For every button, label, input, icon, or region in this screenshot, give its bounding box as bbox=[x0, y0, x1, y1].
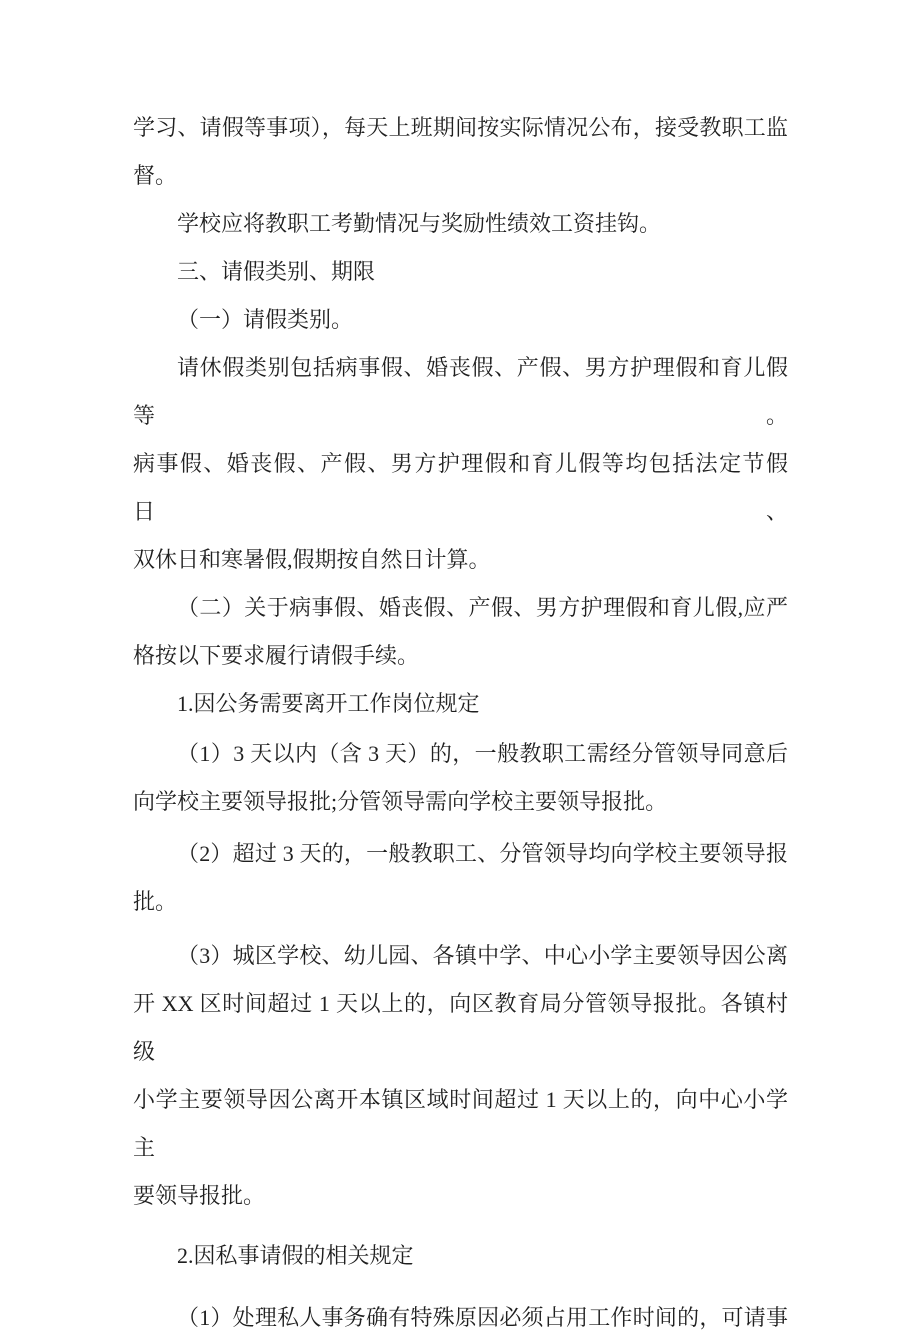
document-line: （2）超过 3 天的，一般教职工、分管领导均向学校主要领导报 bbox=[177, 841, 788, 866]
document-body bbox=[133, 104, 788, 1342]
document-line: 双休日和寒暑假,假期按自然日计算。 bbox=[133, 547, 491, 572]
document-line: 小学主要领导因公离开本镇区域时间超过 1 天以上的，向中心小学主 bbox=[133, 1087, 788, 1160]
document-line: 督。 bbox=[133, 163, 178, 188]
document-line: （1）3 天以内（含 3 天）的，一般教职工需经分管领导同意后 bbox=[177, 741, 788, 766]
document-line: 学校应将教职工考勤情况与奖励性绩效工资挂钩。 bbox=[177, 211, 662, 236]
document-line: 要领导报批。 bbox=[133, 1183, 266, 1208]
document-line: （二）关于病事假、婚丧假、产假、男方护理假和育儿假,应严 bbox=[177, 595, 788, 620]
document-line: 病事假、婚丧假、产假、男方护理假和育儿假等均包括法定节假日、 bbox=[133, 451, 788, 524]
document-line: 1.因公务需要离开工作岗位规定 bbox=[177, 691, 480, 716]
document-line: （1）处理私人事务确有特殊原因必须占用工作时间的，可请事 bbox=[177, 1305, 788, 1330]
document-line: （3）城区学校、幼儿园、各镇中学、中心小学主要领导因公离 bbox=[177, 943, 788, 968]
document-line: （一）请假类别。 bbox=[177, 307, 354, 332]
document-line: 请休假类别包括病事假、婚丧假、产假、男方护理假和育儿假等。 bbox=[133, 355, 788, 428]
document-line: 三、请假类别、期限 bbox=[177, 259, 376, 284]
document-line: 开 XX 区时间超过 1 天以上的，向区教育局分管领导报批。各镇村级 bbox=[133, 991, 788, 1064]
document-line: 向学校主要领导报批;分管领导需向学校主要领导报批。 bbox=[133, 789, 668, 814]
document-line: 2.因私事请假的相关规定 bbox=[177, 1243, 414, 1268]
document-line: 学习、请假等事项），每天上班期间按实际情况公布，接受教职工监 bbox=[133, 115, 788, 140]
document-line: 格按以下要求履行请假手续。 bbox=[133, 643, 420, 668]
document-line: 批。 bbox=[133, 889, 178, 914]
